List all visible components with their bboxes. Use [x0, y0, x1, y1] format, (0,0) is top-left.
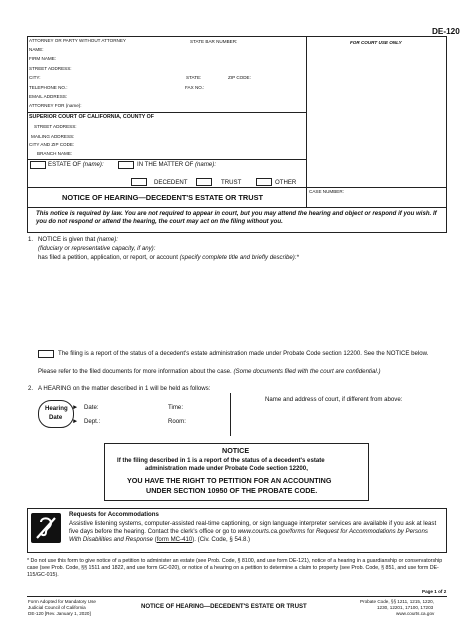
firm-name-label[interactable]: FIRM NAME:: [29, 56, 57, 61]
other-label: OTHER: [275, 179, 297, 186]
mc410-link[interactable]: form MC-410: [156, 536, 193, 544]
fax-label[interactable]: FAX NO.:: [185, 85, 205, 90]
decedent-checkbox[interactable]: [131, 178, 147, 186]
hearing-label-2: Date: [49, 414, 63, 421]
notice-title: NOTICE: [222, 446, 250, 455]
time-label[interactable]: Time:: [168, 404, 184, 411]
matter-of-label: IN THE MATTER OF (name):: [137, 161, 217, 168]
estate-of-checkbox[interactable]: [30, 161, 46, 169]
state-label[interactable]: STATE:: [186, 75, 202, 80]
footer-right-3[interactable]: www.courts.ca.gov: [396, 611, 435, 616]
court-use-label: FOR COURT USE ONLY: [350, 40, 402, 45]
footer-left-1: Form Adopted for Mandatory Use: [28, 599, 96, 604]
room-label[interactable]: Room:: [168, 418, 186, 425]
court-street-label[interactable]: STREET ADDRESS:: [34, 124, 77, 129]
estate-of-label: ESTATE OF (name):: [48, 161, 104, 168]
date-label[interactable]: Date:: [84, 404, 99, 411]
item1-lead: NOTICE is given that (name):: [38, 236, 118, 243]
state-bar-label: STATE BAR NUMBER:: [190, 39, 238, 44]
court-city-zip-label[interactable]: CITY AND ZIP CODE:: [29, 142, 75, 147]
footer-title: NOTICE OF HEARING—DECEDENT'S ESTATE OR TRUST: [141, 603, 307, 610]
zip-label[interactable]: ZIP CODE:: [228, 75, 251, 80]
item2-text: A HEARING on the matter described in 1 will be held as follows:: [38, 385, 211, 392]
divider: [27, 112, 306, 113]
case-number-label[interactable]: CASE NUMBER:: [309, 189, 344, 194]
footnote: * Do not use this form to give notice of a petition to administer an estate (see Prob. Code, § 8100, and use form DE-121), notice of a hearing in a guardianship or conservatorship case (see Prob. Code, §§ 1511 and 1822, and use form GC-020), or notice of a hearing on a petition to determine a claim to property (see Prob. Code, § 851, and use form DE-115/GC-015).: [27, 558, 443, 579]
notice-line-4: UNDER SECTION 10950 OF THE PROBATE CODE.: [146, 486, 318, 495]
divider: [230, 393, 231, 436]
name-label[interactable]: NAME:: [29, 47, 44, 52]
dept-label[interactable]: Dept.:: [84, 418, 101, 425]
filing-report-checkbox[interactable]: [38, 350, 54, 358]
court-use-divider: [306, 36, 307, 217]
court-title[interactable]: SUPERIOR COURT OF CALIFORNIA, COUNTY OF: [29, 114, 154, 120]
dept-arrow-icon: ►: [72, 418, 79, 425]
item1-petition: has filed a petition, application, or report, or account (specify complete title and briefly describe):*: [38, 254, 299, 261]
street-address-label[interactable]: STREET ADDRESS:: [29, 66, 72, 71]
item1-fiduciary: (fiduciary or representative capacity, if any):: [38, 245, 156, 252]
caption-frame: [27, 36, 447, 217]
form-id: DE-120: [432, 27, 460, 36]
divider: [27, 596, 447, 597]
hearing-label-1: Hearing: [45, 405, 68, 412]
page-number: Page 1 of 2: [422, 589, 447, 594]
courts-url-link[interactable]: www.courts.ca.gov/forms: [237, 528, 306, 536]
matter-of-checkbox[interactable]: [118, 161, 134, 169]
hearing-assist-icon: [31, 513, 61, 543]
trust-checkbox[interactable]: [196, 178, 212, 186]
hearing-date-badge: [38, 400, 74, 428]
notice-line-2: administration made under Probate Code section 12200,: [145, 465, 308, 472]
attorney-for-label[interactable]: ATTORNEY FOR (name):: [29, 103, 82, 108]
footer-right-1: Probate Code, §§ 1211, 1215, 1220,: [360, 599, 434, 604]
decedent-label: DECEDENT: [154, 179, 188, 186]
attorney-party-label: ATTORNEY OR PARTY WITHOUT ATTORNEY: [29, 38, 126, 43]
other-checkbox[interactable]: [256, 178, 272, 186]
city-label[interactable]: CITY:: [29, 75, 41, 80]
notice-line-3: YOU HAVE THE RIGHT TO PETITION FOR AN ACCOUNTING: [127, 476, 332, 485]
court-address-label[interactable]: Name and address of court, if different from above:: [265, 396, 403, 403]
notice-line-1: If the filing described in 1 is a report of the status of a decedent's estate: [117, 457, 325, 464]
footer-right-2: 1230, 12201, 17100, 17203: [377, 605, 434, 610]
item1-number: 1.: [28, 236, 34, 243]
required-notice-text: This notice is required by law. You are not required to appear in court, but you may attend the hearing and object or respond if you wish. If you do not respond or attend the hearing, the court may act on the filing without you.: [36, 210, 437, 225]
email-label[interactable]: EMAIL ADDRESS:: [29, 94, 68, 99]
divider: [27, 159, 306, 160]
footer-left-2: Judicial Council of California: [28, 605, 86, 610]
date-arrow-icon: ►: [72, 404, 79, 411]
court-mailing-label[interactable]: MAILING ADDRESS:: [31, 134, 75, 139]
ear-icon: [31, 513, 61, 543]
refer-text: Please refer to the filed documents for more information about the case. (Some documents filed with the court are confidential.): [38, 368, 381, 375]
telephone-label[interactable]: TELEPHONE NO.:: [29, 85, 68, 90]
form-title: NOTICE OF HEARING—DECEDENT'S ESTATE OR TRUST: [62, 193, 264, 202]
trust-label: TRUST: [221, 179, 242, 186]
accommodations-title: Requests for Accommodations: [69, 511, 159, 518]
court-branch-label[interactable]: BRANCH NAME:: [37, 151, 73, 156]
footer-left-3: DE-120 [Rev. January 1, 2020]: [28, 611, 91, 616]
divider: [27, 187, 447, 188]
filing-report-text: The filing is a report of the status of a decedent's estate administration made under Probate Code section 12200. See the NOTICE below.: [58, 350, 429, 357]
accommodations-text: Assistive listening systems, computer-assisted real-time captioning, or sign language interpreter services are available if you ask at least five days before the hearing. Contact the clerk's office or go to www.courts.ca.gov/forms for Request for Accommodations by Persons With Disabilities and Response (form MC-410). (Civ. Code, § 54.8.): [69, 520, 437, 544]
item2-number: 2.: [28, 385, 34, 392]
